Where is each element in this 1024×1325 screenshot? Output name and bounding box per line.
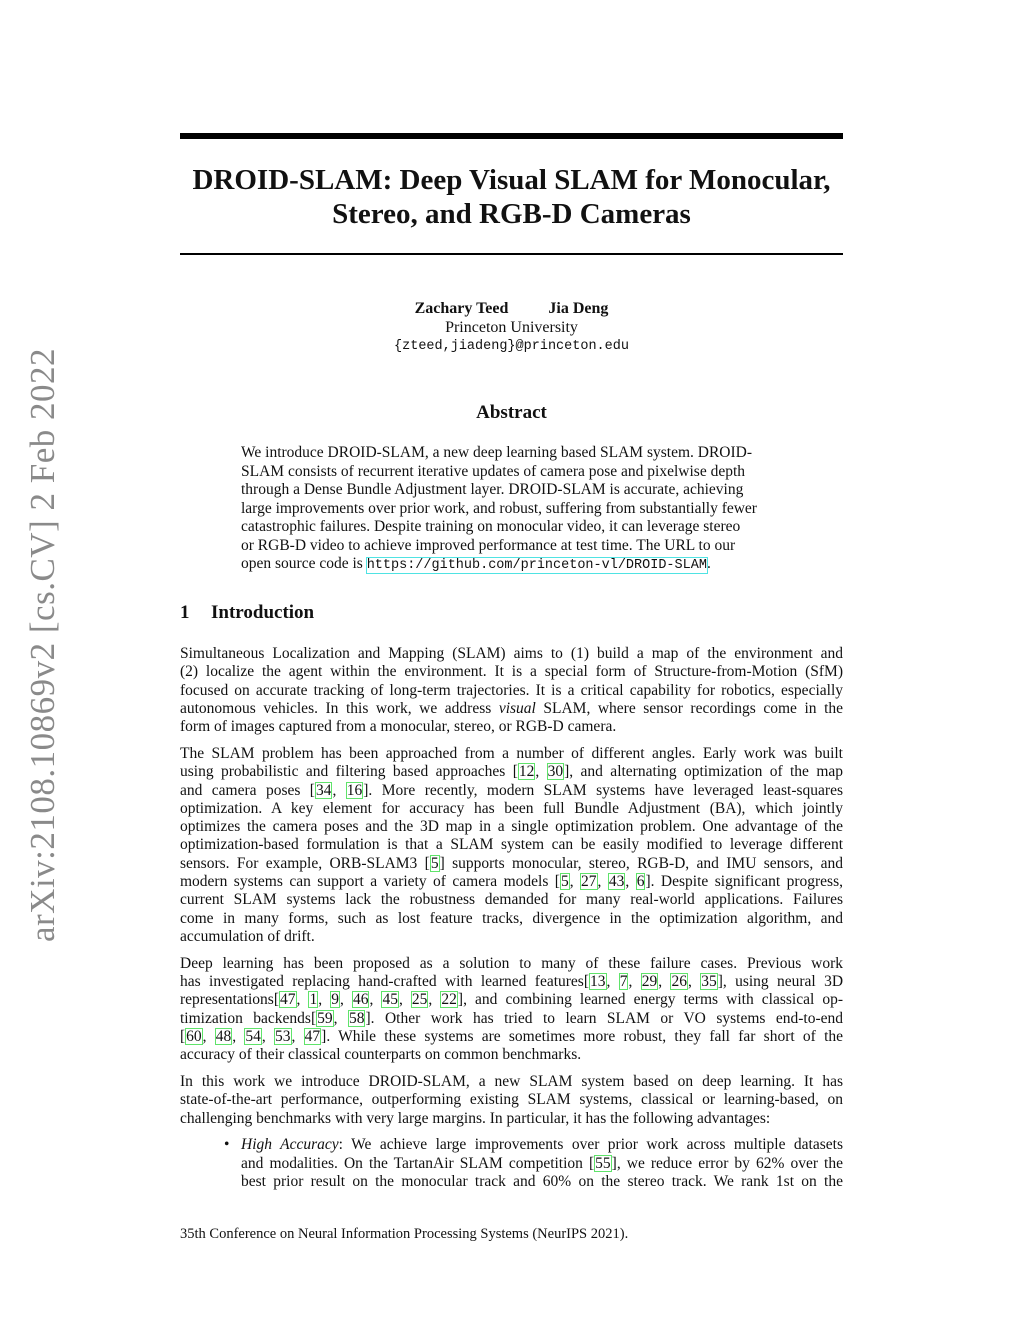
- citation-link[interactable]: 43: [608, 873, 625, 891]
- paper-title-line: DROID-SLAM: Deep Visual SLAM for Monocular,: [192, 164, 831, 196]
- text-run: ], using neural 3D: [717, 973, 844, 991]
- text-line: accuracy of their classical counterparts on common benchmarks.: [180, 1046, 582, 1064]
- citation-link[interactable]: 55: [595, 1154, 611, 1172]
- citation-link[interactable]: 46: [352, 991, 369, 1009]
- citation-link[interactable]: 53: [275, 1027, 291, 1045]
- abstract-heading: Abstract: [476, 402, 547, 423]
- section-title: Introduction: [211, 602, 315, 623]
- text-line: [60, 48, 54, 53, 47]. While these systems are sometimes more robust, they fall far short of the: [180, 1027, 844, 1045]
- text-run: ]. Other work has tried to learn SLAM or VO systems end-to-end: [365, 1009, 844, 1027]
- text-line: form of images captured from a monocular, stereo, or RGB-D camera.: [180, 718, 617, 736]
- text-run: sensors. For example, ORB-SLAM3 [: [180, 854, 430, 872]
- author-name: Jia Deng: [548, 300, 609, 317]
- text-line: has investigated replacing hand-crafted with learned features[13, 7, 29, 26, 35], using neural 3D: [180, 973, 844, 991]
- citation-link[interactable]: 29: [641, 973, 658, 991]
- text-line: [241, 1155, 843, 1173]
- citation-link[interactable]: 1: [309, 991, 318, 1009]
- citation-link[interactable]: 58: [348, 1009, 365, 1027]
- citation-link[interactable]: 35: [701, 973, 717, 991]
- citation-link[interactable]: 25: [411, 991, 428, 1009]
- text-line: optimization. A key element for accuracy has been full Bundle Adjustment (BA), which jointly: [180, 799, 843, 817]
- title-rule-bottom: [180, 253, 843, 255]
- section-heading-introduction: [180, 602, 314, 624]
- text-run: ], and alternating optimization of the map: [564, 763, 844, 781]
- citation-link[interactable]: 60: [186, 1027, 202, 1045]
- abstract-line: We introduce DROID-SLAM, a new deep learning based SLAM system. DROID-: [241, 444, 753, 461]
- text-line: come in many forms, such as lost feature tracks, divergence in the optimization algorithm, and: [180, 909, 843, 927]
- paragraph: [180, 645, 843, 736]
- text-run: ]. While these systems are sometimes more robust, they fall far short of the: [321, 1027, 844, 1045]
- text-line: optimization-based formulation is that a SLAM system can be easily modified to leverage different: [180, 836, 843, 854]
- text-run: using probabilistic and filtering based approaches [: [180, 763, 518, 781]
- text-run: : We achieve large improvements over prior work across multiple datasets: [338, 1136, 843, 1154]
- text-run: SLAM, where sensor recordings come in the: [535, 699, 844, 717]
- arxiv-identifier: arXiv:2108.10869v2 [cs.CV] 2 Feb 2022: [23, 347, 62, 943]
- text-run: timization backends[: [180, 1009, 317, 1027]
- citation-link[interactable]: 54: [245, 1027, 261, 1045]
- emphasis: High Accuracy: [241, 1136, 339, 1154]
- paper-title: [180, 163, 843, 231]
- conference-footnote: 35th Conference on Neural Information Processing Systems (NeurIPS 2021).: [180, 1226, 629, 1242]
- author-name: Zachary Teed: [414, 300, 509, 317]
- text-line: state-of-the-art performance, outperforming existing SLAM systems, classical or learning-based, on: [180, 1091, 843, 1109]
- text-run: and modalities. On the TartanAir SLAM competition [: [241, 1154, 595, 1172]
- citation-link[interactable]: 12: [518, 763, 535, 781]
- citation-link[interactable]: 30: [547, 763, 564, 781]
- arxiv-sidebar: [18, 347, 68, 943]
- citation-link[interactable]: 26: [671, 973, 687, 991]
- text-run: autonomous vehicles. In this work, we address: [180, 699, 499, 717]
- citation-link[interactable]: 47: [304, 1027, 321, 1045]
- abstract-line: catastrophic failures. Despite training on monocular video, it can leverage stereo: [241, 518, 741, 535]
- citation-link[interactable]: 47: [280, 991, 296, 1009]
- text-line: representations[47, 1, 9, 46, 45, 25, 22], and combining learned energy terms with classical op-: [180, 991, 844, 1009]
- text-run: ,: [535, 763, 547, 781]
- text-run: ], we reduce error by 62% over the: [611, 1154, 843, 1172]
- abstract-line: [241, 555, 786, 576]
- text-line: (2) localize the agent within the environment. It is a special form of Structure-from-Motion (SfM): [180, 663, 843, 681]
- text-run: has investigated replacing hand-crafted with learned features[: [180, 973, 589, 991]
- text-run: ] supports monocular, stereo, RGB-D, and IMU sensors, and: [439, 854, 843, 872]
- list-item: [241, 1136, 843, 1191]
- text-run: [: [180, 1027, 186, 1045]
- paragraph: [180, 1073, 843, 1128]
- text-run: and camera poses [: [180, 781, 315, 799]
- section-number: 1: [180, 602, 190, 623]
- text-line: [180, 855, 843, 873]
- abstract-line: SLAM consists of recurrent iterative updates of camera pose and pixelwise depth: [241, 462, 746, 480]
- title-rule-top: [180, 133, 843, 139]
- citation-link[interactable]: 13: [590, 973, 606, 991]
- abstract-text: .: [706, 555, 711, 572]
- citation-link[interactable]: 6: [636, 873, 645, 891]
- paragraph: [180, 955, 843, 1065]
- text-run: representations[: [180, 991, 279, 1009]
- text-line: timization backends[59, 58]. Other work has tried to learn SLAM or VO systems end-to-end: [180, 1009, 844, 1027]
- citation-link[interactable]: 16: [346, 781, 363, 799]
- citation-link[interactable]: 45: [382, 991, 398, 1009]
- text-line: Deep learning has been proposed as a solution to many of these failure cases. Previous work: [180, 954, 843, 972]
- text-line: challenging benchmarks with very large margins. In particular, it has the following advantages:: [180, 1109, 771, 1127]
- author-affiliation: Princeton University: [445, 319, 578, 336]
- citation-link[interactable]: 7: [619, 973, 628, 991]
- citation-link[interactable]: 5: [430, 854, 439, 872]
- text-line: current SLAM systems lack the robustness demanded for many real-world applications. Failures: [180, 891, 843, 909]
- author-names: [180, 299, 843, 318]
- advantages-list: [180, 1136, 843, 1191]
- paragraph: [180, 745, 843, 946]
- citation-link[interactable]: 34: [315, 781, 332, 799]
- text-line: Simultaneous Localization and Mapping (SLAM) aims to (1) build a map of the environment and: [180, 645, 843, 662]
- text-line: The SLAM problem has been approached from a number of different angles. Early work was built: [180, 744, 843, 762]
- abstract-line: through a Dense Bundle Adjustment layer. DROID-SLAM is accurate, achieving: [241, 481, 744, 498]
- text-line: accumulation of drift.: [180, 927, 315, 945]
- text-line: [180, 782, 843, 800]
- abstract-line: or RGB-D video to achieve improved performance at test time. The URL to our: [241, 536, 736, 554]
- emphasis: visual: [498, 699, 536, 717]
- citation-link[interactable]: 9: [331, 991, 339, 1009]
- text-line: [180, 700, 843, 718]
- author-email: {zteed,jiadeng}@princeton.edu: [394, 339, 629, 354]
- author-block: [180, 299, 843, 356]
- citation-link[interactable]: 48: [215, 1027, 232, 1045]
- citation-link[interactable]: 27: [581, 873, 597, 891]
- text-run: modern systems can support a variety of camera models [: [180, 873, 560, 891]
- introduction-body: [180, 645, 843, 1191]
- abstract-line: large improvements over prior work, and robust, suffering from substantially fewer: [241, 499, 757, 517]
- text-line: best prior result on the monocular track and 60% on the stereo track. We rank 1st on the: [241, 1173, 843, 1191]
- code-url-link[interactable]: https://github.com/princeton-vl/DROID-SLAM: [366, 558, 707, 573]
- text-line: In this work we introduce DROID-SLAM, a new SLAM system based on deep learning. It has: [180, 1073, 843, 1091]
- text-line: focused on accurate tracking of long-term trajectories. It is a critical capability for robotics, especially: [180, 681, 843, 699]
- paper-title-line: Stereo, and RGB-D Cameras: [332, 198, 691, 230]
- citation-link[interactable]: 59: [317, 1009, 333, 1027]
- text-run: ]. Despite significant progress,: [645, 873, 843, 891]
- citation-link[interactable]: 22: [441, 991, 457, 1009]
- citation-link[interactable]: 5: [560, 873, 569, 891]
- text-run: ,: [332, 781, 346, 799]
- abstract-text: open source code is: [241, 555, 367, 572]
- text-line: [180, 763, 843, 781]
- text-run: ], and combining learned energy terms with classical op-: [457, 991, 844, 1009]
- abstract-body: [241, 444, 786, 576]
- text-line: [241, 1136, 843, 1154]
- text-line: modern systems can support a variety of camera models [5, 27, 43, 6]. Despite significant progress,: [180, 873, 843, 891]
- text-run: ]. More recently, modern SLAM systems have leveraged least-squares: [363, 781, 843, 799]
- text-line: optimizes the camera poses and the 3D map in a single optimization problem. One advantage of the: [180, 818, 843, 836]
